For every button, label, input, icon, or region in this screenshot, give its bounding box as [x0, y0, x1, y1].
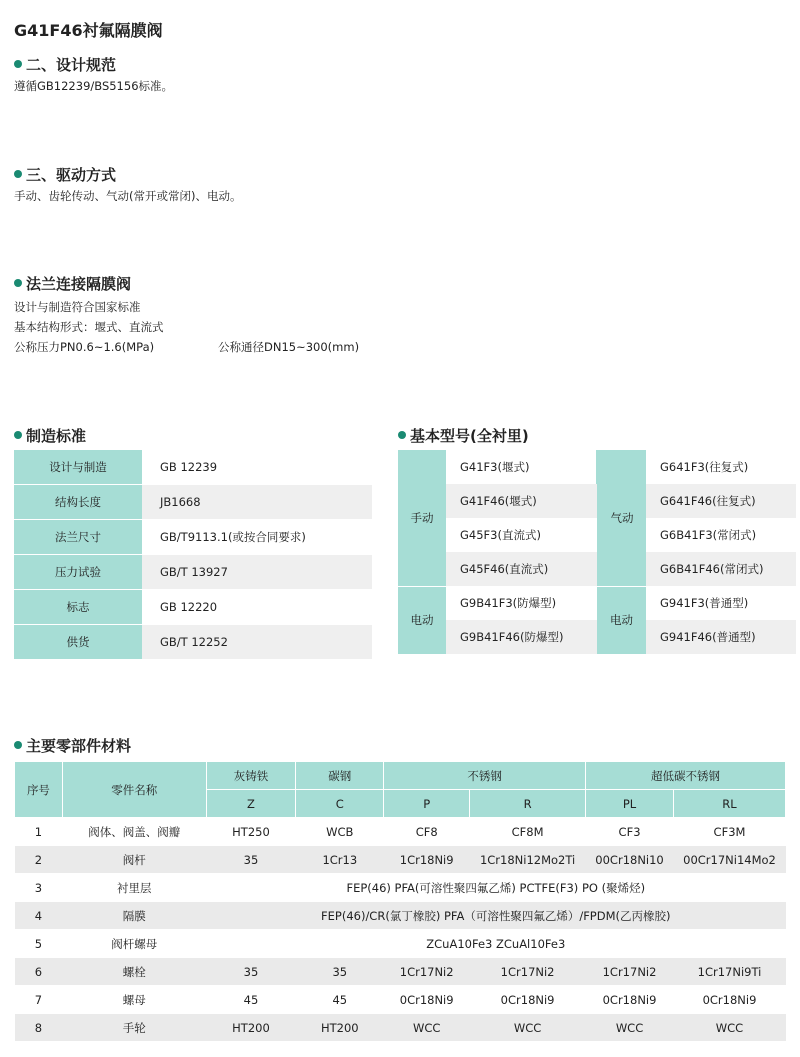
material-cell: 35	[206, 846, 296, 874]
row-part: 螺母	[62, 986, 206, 1014]
std-label: 标志	[14, 590, 142, 625]
table-row	[398, 586, 796, 620]
std-value: JB1668	[142, 485, 372, 520]
row-no: 6	[15, 958, 63, 986]
flange-line2: 基本结构形式：堰式、直流式	[14, 320, 164, 334]
model-cell: G41F3(堰式)	[446, 450, 597, 484]
material-cell: 35	[206, 958, 296, 986]
group-pneumatic: 气动	[597, 450, 646, 586]
model-cell: G6B41F3(常闭式)	[646, 518, 796, 552]
flange-pressure: 公称压力PN0.6~1.6(MPa)	[14, 340, 155, 354]
row-part: 螺栓	[62, 958, 206, 986]
material-cell: 45	[206, 986, 296, 1014]
material-cell: 0Cr18Ni9	[586, 986, 674, 1014]
model-cell: G641F3(往复式)	[646, 450, 796, 484]
table-row	[14, 450, 372, 485]
std-label: 法兰尺寸	[14, 520, 142, 555]
material-cell: 0Cr18Ni9	[470, 986, 586, 1014]
material-span-cell: ZCuA10Fe3 ZCuAl10Fe3	[206, 930, 785, 958]
bullet-icon	[14, 60, 22, 68]
table-row	[15, 930, 786, 958]
model-cell: G641F46(往复式)	[646, 484, 796, 518]
material-cell: WCC	[384, 1014, 470, 1042]
material-span-cell: FEP(46)/CR(氯丁橡胶) PFA（可溶性聚四氟乙烯）/FPDM(乙丙橡胶)	[206, 902, 785, 930]
row-no: 5	[15, 930, 63, 958]
row-part: 隔膜	[62, 902, 206, 930]
col-carbon: 碳钢	[296, 762, 384, 790]
design-spec-text: 遵循GB12239/BS5156标准。	[14, 79, 174, 93]
page-title: G41F46衬氟隔膜阀	[14, 21, 163, 40]
code-cell: RL	[674, 790, 786, 818]
std-label: 压力试验	[14, 555, 142, 590]
table-row	[15, 874, 786, 902]
material-cell: 1Cr17Ni9Ti	[674, 958, 786, 986]
material-cell: 1Cr17Ni2	[384, 958, 470, 986]
row-no: 7	[15, 986, 63, 1014]
std-value: GB 12239	[142, 450, 372, 485]
model-cell: G41F46(堰式)	[446, 484, 597, 518]
model-cell: G45F46(直流式)	[446, 552, 597, 586]
material-cell: 1Cr18Ni9	[384, 846, 470, 874]
table-row	[14, 625, 372, 660]
std-label: 结构长度	[14, 485, 142, 520]
std-value: GB 12220	[142, 590, 372, 625]
std-label: 设计与制造	[14, 450, 142, 485]
model-cell: G6B41F46(常闭式)	[646, 552, 796, 586]
model-cell: G941F46(普通型)	[646, 620, 796, 654]
table-row	[398, 450, 796, 484]
model-cell: G45F3(直流式)	[446, 518, 597, 552]
table-row	[14, 590, 372, 625]
bullet-icon	[14, 170, 22, 178]
material-cell: WCC	[470, 1014, 586, 1042]
table-row	[14, 555, 372, 590]
material-cell: 1Cr13	[296, 846, 384, 874]
row-part: 阀体、阀盖、阀瓣	[62, 818, 206, 846]
material-cell: 00Cr17Ni14Mo2	[674, 846, 786, 874]
drive-heading: 三、驱动方式	[14, 164, 116, 185]
code-cell: C	[296, 790, 384, 818]
col-cast-iron: 灰铸铁	[206, 762, 296, 790]
materials-heading: 主要零部件材料	[14, 735, 131, 756]
table-header-row	[15, 762, 786, 790]
model-cell: G941F3(普通型)	[646, 586, 796, 620]
group-electric-2: 电动	[597, 586, 646, 654]
table-row	[14, 520, 372, 555]
standards-table	[14, 450, 372, 660]
standards-heading: 制造标准	[14, 425, 86, 446]
design-spec-heading: 二、设计规范	[14, 54, 116, 75]
table-row	[15, 986, 786, 1014]
bullet-icon	[14, 279, 22, 287]
row-no: 8	[15, 1014, 63, 1042]
code-cell: Z	[206, 790, 296, 818]
material-cell: 45	[296, 986, 384, 1014]
table-row	[14, 485, 372, 520]
material-cell: CF8	[384, 818, 470, 846]
std-value: GB/T9113.1(或按合同要求)	[142, 520, 372, 555]
flange-diameter: 公称通径DN15~300(mm)	[218, 340, 360, 354]
model-cell: G9B41F46(防爆型)	[446, 620, 597, 654]
material-cell: CF8M	[470, 818, 586, 846]
code-cell: R	[470, 790, 586, 818]
group-electric: 电动	[398, 586, 446, 654]
material-cell: 1Cr17Ni2	[586, 958, 674, 986]
col-part: 零件名称	[62, 762, 206, 818]
drive-text: 手动、齿轮传动、气动(常开或常闭)、电动。	[14, 189, 242, 203]
bullet-icon	[14, 741, 22, 749]
material-cell: 1Cr18Ni12Mo2Ti	[470, 846, 586, 874]
material-cell: HT200	[206, 1014, 296, 1042]
code-cell: PL	[586, 790, 674, 818]
row-no: 3	[15, 874, 63, 902]
material-cell: 00Cr18Ni10	[586, 846, 674, 874]
group-manual: 手动	[398, 450, 446, 586]
material-cell: CF3	[586, 818, 674, 846]
table-row	[15, 1014, 786, 1042]
col-ultra: 超低碳不锈钢	[586, 762, 786, 790]
flange-heading: 法兰连接隔膜阀	[14, 273, 131, 294]
table-row	[15, 958, 786, 986]
col-stainless: 不锈钢	[384, 762, 586, 790]
material-cell: HT250	[206, 818, 296, 846]
row-no: 2	[15, 846, 63, 874]
table-row	[15, 818, 786, 846]
models-heading: 基本型号(全衬里)	[398, 425, 529, 446]
std-label: 供货	[14, 625, 142, 660]
flange-line1: 设计与制造符合国家标准	[14, 300, 141, 314]
bullet-icon	[398, 431, 406, 439]
material-cell: WCB	[296, 818, 384, 846]
material-cell: 1Cr17Ni2	[470, 958, 586, 986]
col-no: 序号	[15, 762, 63, 818]
material-cell: 35	[296, 958, 384, 986]
material-cell: CF3M	[674, 818, 786, 846]
material-cell: 0Cr18Ni9	[674, 986, 786, 1014]
row-part: 阀杆	[62, 846, 206, 874]
row-part: 阀杆螺母	[62, 930, 206, 958]
code-cell: P	[384, 790, 470, 818]
material-cell: HT200	[296, 1014, 384, 1042]
material-span-cell: FEP(46) PFA(可溶性聚四氟乙烯) PCTFE(F3) PO (聚烯烃)	[206, 874, 785, 902]
row-no: 4	[15, 902, 63, 930]
materials-table	[14, 761, 786, 1042]
std-value: GB/T 12252	[142, 625, 372, 660]
material-cell: WCC	[586, 1014, 674, 1042]
row-no: 1	[15, 818, 63, 846]
table-row	[15, 846, 786, 874]
row-part: 衬里层	[62, 874, 206, 902]
std-value: GB/T 13927	[142, 555, 372, 590]
model-cell: G9B41F3(防爆型)	[446, 586, 597, 620]
row-part: 手轮	[62, 1014, 206, 1042]
bullet-icon	[14, 431, 22, 439]
models-table	[398, 450, 796, 654]
material-cell: 0Cr18Ni9	[384, 986, 470, 1014]
table-row	[15, 902, 786, 930]
material-cell: WCC	[674, 1014, 786, 1042]
